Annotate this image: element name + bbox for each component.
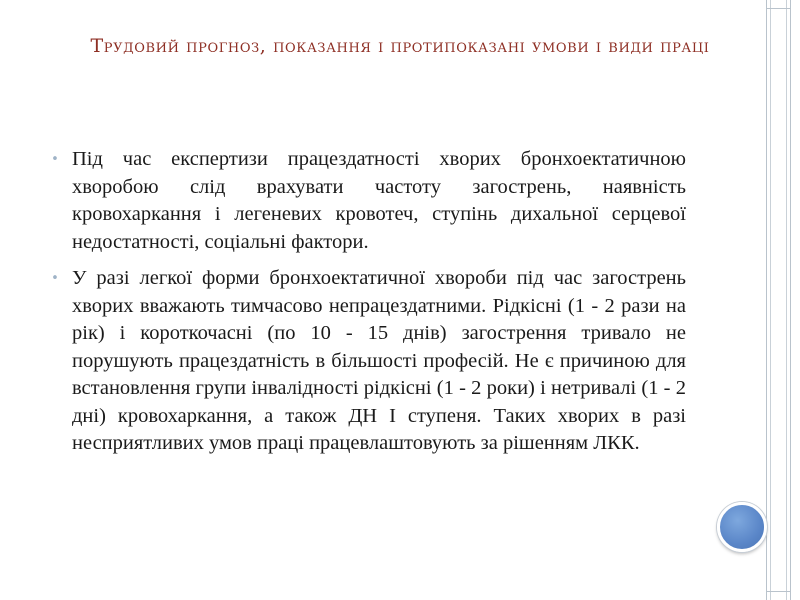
frame-line — [766, 0, 767, 600]
frame-line — [770, 0, 771, 600]
frame-line — [786, 0, 787, 600]
slide-title: Трудовий прогноз, показання і протипоказані умови і види праці — [90, 35, 710, 57]
blue-circle-icon — [717, 502, 767, 552]
bullet-text: У разі легкої форми бронхоектатичної хвороби під час загострень хворих вважають тимчасово непрацездатними. Рідкісні (1 - 2 рази на рік) і короткочасні (по 10 - 15 днів) загострення тривало не порушують працездатність в більшості професій. Не є причиною для встановлення групи інвалідності рідкісні (1 - 2 роки) і нетривалі (1 - 2 дні) кровохаркання, а також ДН І ступеня. Таких хворих в разі несприятливих умов праці працевлаштовують за рішенням ЛКК. — [72, 267, 686, 454]
slide-body — [46, 146, 686, 467]
frame-bottom-cap — [766, 591, 791, 600]
bullet-item — [46, 146, 686, 256]
bullet-item — [46, 265, 686, 458]
bullet-icon: • — [51, 271, 59, 286]
frame-line — [790, 0, 791, 600]
frame-top-cap — [766, 0, 791, 9]
bullet-icon: • — [51, 152, 59, 167]
bullet-text: Під час експертизи працездатності хворих бронхоектатичною хворобою слід врахувати частоту загострень, наявність кровохаркання і легеневих кровотеч, ступінь дихальної серцевої недостатності, соціальні фактори. — [72, 148, 686, 253]
